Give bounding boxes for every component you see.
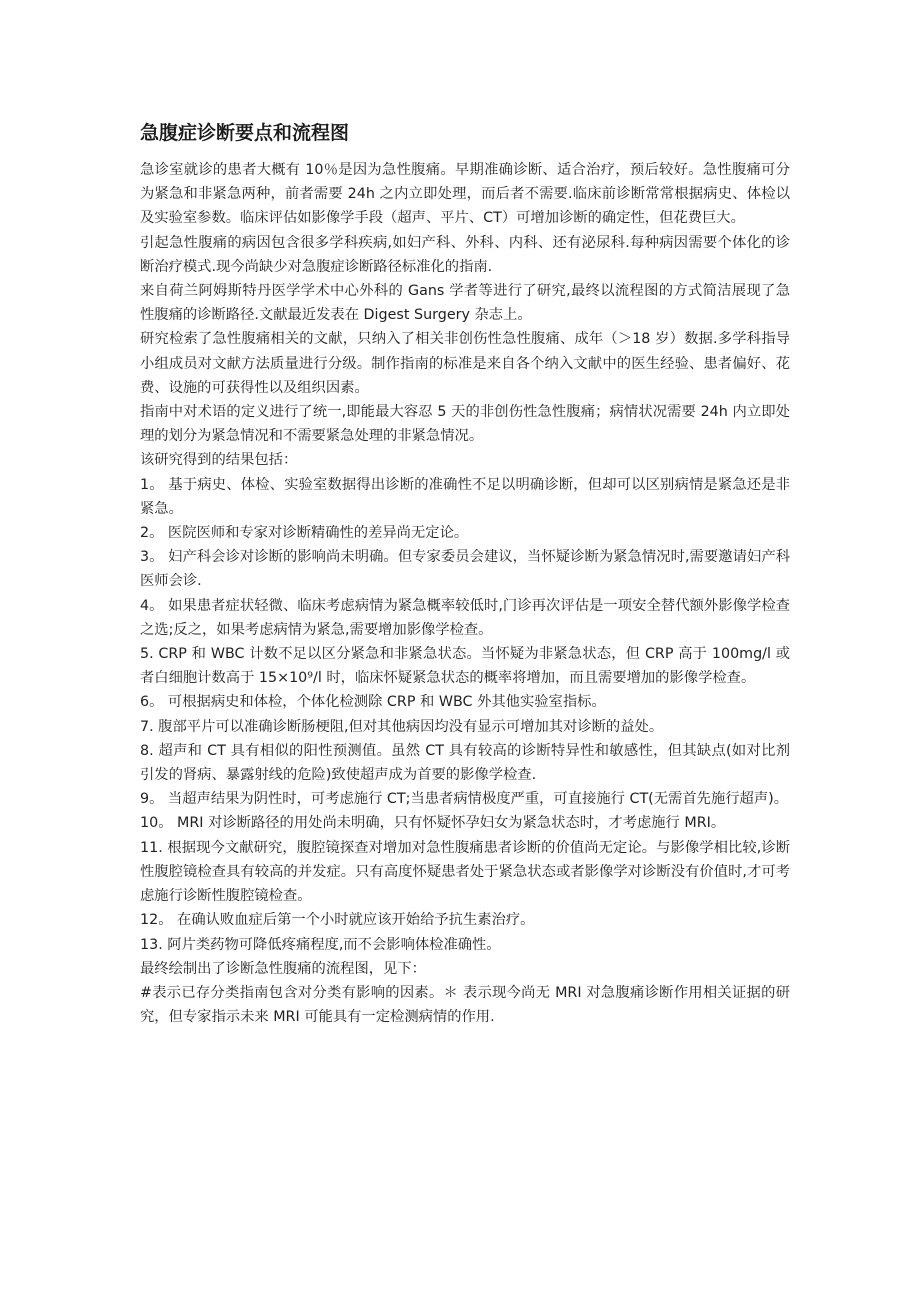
result-item-11: 11. 根据现今文献研究，腹腔镜探查对增加对急性腹痛患者诊断的价值尚无定论。与影像学相比较,诊断性腹腔镜检查具有较高的并发症。只有高度怀疑患者处于紧急状态或者影像学对诊断没有价值时,才可考虑施行诊断性腹腔镜检查。 (140, 839, 790, 905)
paragraph-definitions: 指南中对术语的定义进行了统一,即能最大容忍 5 天的非创伤性急性腹痛；病情状况需要 24h 内立即处理的划分为紧急情况和不需要紧急处理的非紧急情况。 (140, 404, 790, 445)
result-item-12: 12。 在确认败血症后第一个小时就应该开始给予抗生素治疗。 (140, 912, 535, 929)
paragraph-causes: 引起急性腹痛的病因包含很多学科疾病,如妇产科、外科、内科、还有泌尿科.每种病因需要个体化的诊断治疗模式.现今尚缺少对急腹症诊断路径标准化的指南. (140, 234, 790, 275)
result-item-2: 2。 医院医师和专家对诊断精确性的差异尚无定论。 (140, 525, 469, 542)
result-item-9: 9。 当超声结果为阴性时，可考虑施行 CT;当患者病情极度严重，可直接施行 CT(无需首先施行超声)。 (140, 791, 789, 808)
result-item-5: 5. CRP 和 WBC 计数不足以区分紧急和非紧急状态。当怀疑为非紧急状态，但 CRP 高于 100mg/l 或者白细胞计数高于 15×10⁹/l 时，临床怀疑紧急状态的概率将增加，而且需要增加的影像学检查。 (140, 646, 790, 687)
result-item-4: 4。 如果患者症状轻微、临床考虑病情为紧急概率较低时,门诊再次评估是一项安全替代额外影像学检查之选;反之，如果考虑病情为紧急,需要增加影像学检查。 (140, 597, 790, 638)
result-item-7: 7. 腹部平片可以准确诊断肠梗阻,但对其他病因均没有显示可增加其对诊断的益处。 (140, 718, 664, 735)
paragraph-results-intro: 该研究得到的结果包括： (140, 452, 298, 469)
result-item-1: 1。 基于病史、体检、实验室数据得出诊断的准确性不足以明确诊断，但却可以区别病情是紧急还是非紧急。 (140, 476, 790, 517)
result-item-8: 8. 超声和 CT 具有相似的阳性预测值。虽然 CT 具有较高的诊断特异性和敏感性，但其缺点(如对比剂引发的肾病、暴露射线的危险)致使超声成为首要的影像学检查. (140, 742, 790, 784)
result-item-10: 10。 MRI 对诊断路径的用处尚未明确，只有怀疑怀孕妇女为紧急状态时，才考虑施行 MRI。 (140, 815, 726, 832)
paragraph-methods: 研究检索了急性腹痛相关的文献，只纳入了相关非创伤性急性腹痛、成年（＞18 岁）数据.多学科指导小组成员对文献方法质量进行分级。制作指南的标准是来自各个纳入文献中的医生经验、患者偏好、花费、设施的可获得性以及组织因素。 (140, 331, 790, 396)
paragraph-study-source: 来自荷兰阿姆斯特丹医学学术中心外科的 Gans 学者等进行了研究,最终以流程图的方式简洁展现了急性腹痛的诊断路径.文献最近发表在 Digest Surgery 杂志上。 (140, 283, 790, 324)
document-page (140, 118, 790, 1029)
result-item-6: 6。 可根据病史和体检，个体化检测除 CRP 和 WBC 外其他实验室指标。 (140, 694, 606, 711)
paragraph-flowchart-intro: 最终绘制出了诊断急性腹痛的流程图，见下： (140, 960, 426, 977)
document-title: 急腹症诊断要点和流程图 (140, 122, 350, 144)
result-item-13: 13. 阿片类药物可降低疼痛程度,而不会影响体检准确性。 (140, 936, 501, 953)
paragraph-footnote: #表示已存分类指南包含对分类有影响的因素。＊ 表示现今尚无 MRI 对急腹痛诊断作用相关证据的研究，但专家指示未来 MRI 可能具有一定检测病情的作用. (140, 984, 790, 1026)
result-item-3: 3。 妇产科会诊对诊断的影响尚未明确。但专家委员会建议，当怀疑诊断为紧急情况时,需要邀请妇产科医师会诊. (140, 549, 790, 590)
paragraph-intro: 急诊室就诊的患者大概有 10％是因为急性腹痛。早期准确诊断、适合治疗，预后较好。急性腹痛可分为紧急和非紧急两种，前者需要 24h 之内立即处理，而后者不需要.临床前诊断常常根据病史、体检以及实验室参数。临床评估如影像学手段（超声、平片、CT）可增加诊断的确定性，但花费巨大。 (140, 162, 790, 227)
